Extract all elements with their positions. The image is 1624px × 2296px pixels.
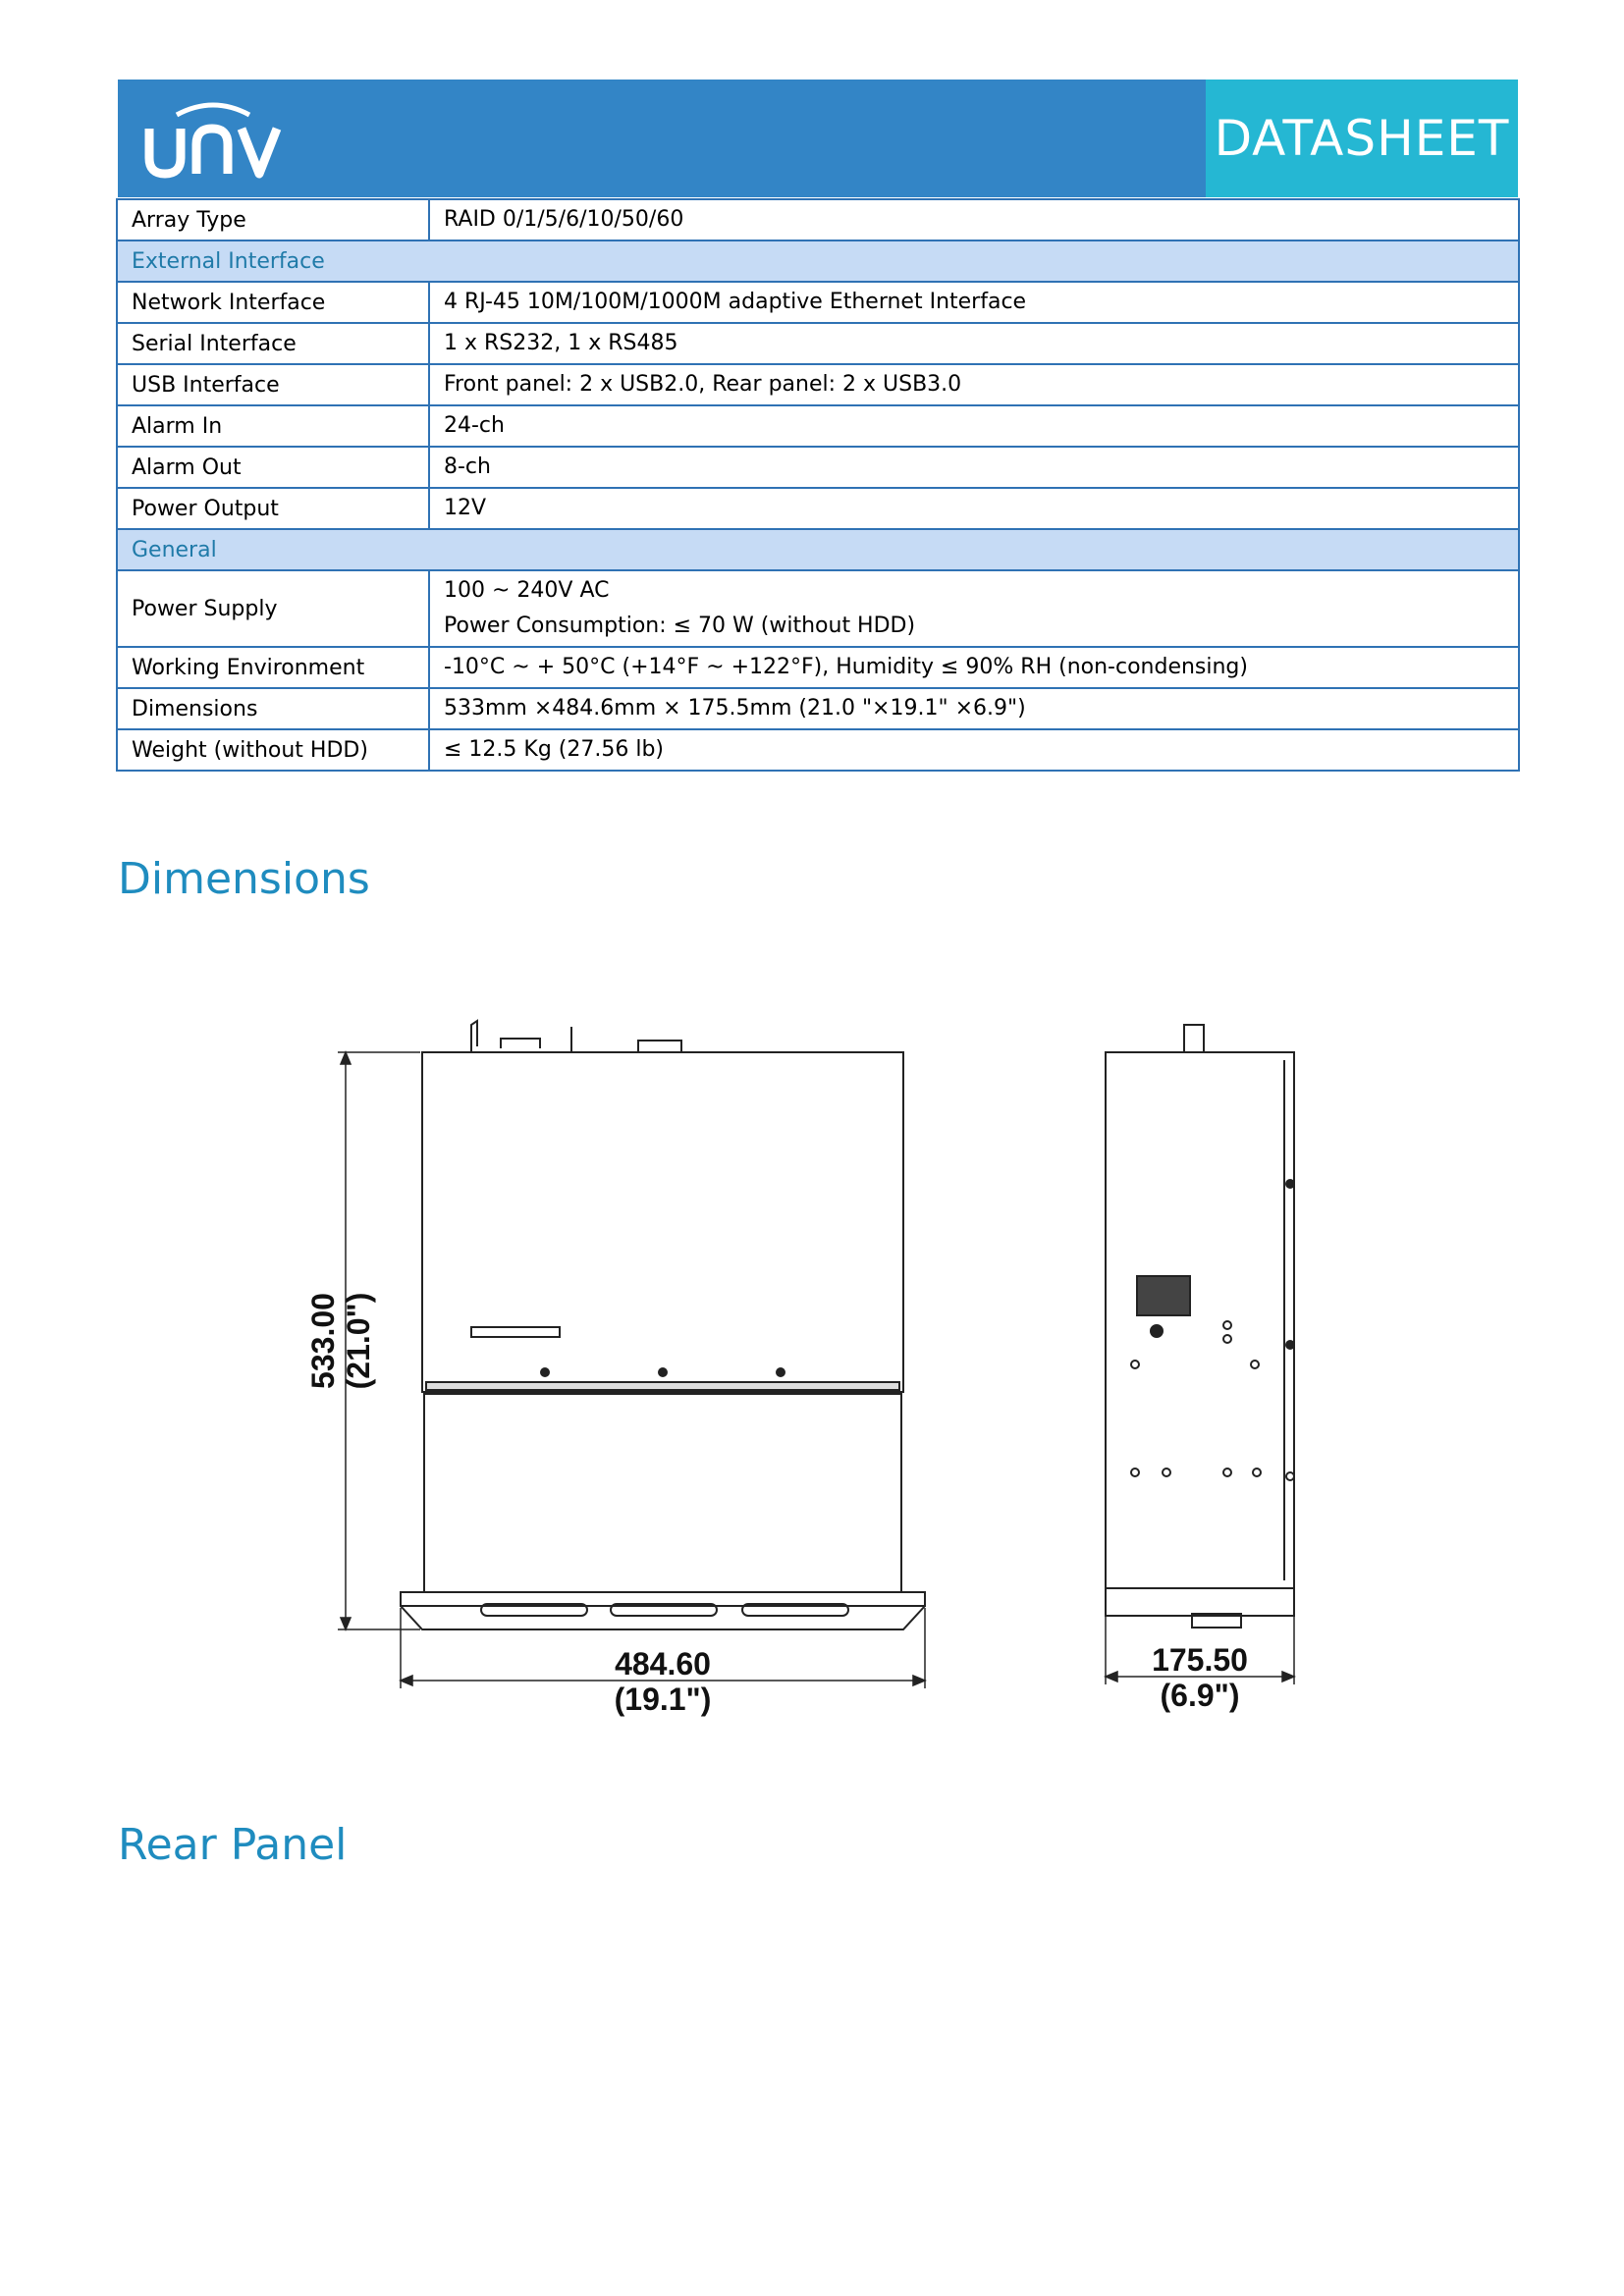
spec-row [117, 729, 1519, 771]
spec-label: Working Environment [117, 647, 429, 688]
spec-label: Array Type [117, 199, 429, 240]
spec-value-line: 100 ~ 240V AC [444, 578, 610, 603]
spec-value [429, 729, 1519, 771]
spec-row [117, 688, 1519, 729]
spec-label: Power Supply [117, 570, 429, 647]
height-mm-label: 175.50 [1152, 1642, 1248, 1678]
spec-row [117, 570, 1519, 647]
spec-table [116, 198, 1520, 772]
spec-label: Dimensions [117, 688, 429, 729]
spec-row [117, 405, 1519, 447]
spec-value [429, 323, 1519, 364]
spec-section-row [117, 240, 1519, 282]
spec-value-line: -10°C ~ + 50°C (+14°F ~ +122°F), Humidity ≤ 90% RH (non-condensing) [444, 655, 1248, 679]
spec-label: Power Output [117, 488, 429, 529]
header-brand-area [118, 80, 1206, 197]
spec-value [429, 282, 1519, 323]
spec-value-line: 12V [444, 496, 487, 520]
spec-value-line: Front panel: 2 x USB2.0, Rear panel: 2 x USB3.0 [444, 372, 962, 397]
spec-row [117, 199, 1519, 240]
spec-section-label: External Interface [117, 240, 1519, 282]
header-banner [118, 80, 1518, 197]
depth-mm-label: 533.00 [305, 1293, 341, 1389]
spec-row [117, 447, 1519, 488]
spec-section-row [117, 529, 1519, 570]
spec-label: Alarm Out [117, 447, 429, 488]
width-in-label: (19.1") [614, 1682, 712, 1717]
spec-row [117, 323, 1519, 364]
spec-value [429, 447, 1519, 488]
spec-label: Serial Interface [117, 323, 429, 364]
spec-section-label: General [117, 529, 1519, 570]
front-view-drawing [401, 1021, 925, 1629]
spec-label: Alarm In [117, 405, 429, 447]
rear-panel-title: Rear Panel [118, 1820, 348, 1870]
width-mm-label: 484.60 [615, 1646, 711, 1682]
spec-value-line: 24-ch [444, 413, 505, 438]
spec-label: USB Interface [117, 364, 429, 405]
datasheet-tag [1206, 80, 1518, 197]
spec-row [117, 488, 1519, 529]
spec-value-line: 533mm ×484.6mm × 175.5mm (21.0 "×19.1" ×6.9") [444, 696, 1026, 721]
spec-value [429, 364, 1519, 405]
spec-value-line: 8-ch [444, 454, 491, 479]
spec-value-line: 4 RJ-45 10M/100M/1000M adaptive Ethernet Interface [444, 290, 1027, 314]
depth-in-label: (21.0") [341, 1292, 376, 1390]
spec-value [429, 199, 1519, 240]
height-in-label: (6.9") [1160, 1678, 1240, 1713]
dimension-diagram [295, 1001, 1355, 1737]
spec-value [429, 405, 1519, 447]
spec-value [429, 647, 1519, 688]
spec-row [117, 282, 1519, 323]
spec-value [429, 488, 1519, 529]
side-view-drawing [1106, 1025, 1294, 1628]
spec-row [117, 647, 1519, 688]
dimensions-title: Dimensions [118, 854, 370, 904]
spec-value-line: 1 x RS232, 1 x RS485 [444, 331, 678, 355]
spec-value [429, 688, 1519, 729]
spec-value-line: RAID 0/1/5/6/10/50/60 [444, 207, 684, 232]
spec-value-line: Power Consumption: ≤ 70 W (without HDD) [444, 614, 916, 638]
spec-row [117, 364, 1519, 405]
unv-logo [139, 97, 287, 186]
spec-value-line: ≤ 12.5 Kg (27.56 lb) [444, 737, 665, 762]
datasheet-label: DATASHEET [1214, 110, 1510, 167]
spec-value [429, 570, 1519, 647]
spec-label: Weight (without HDD) [117, 729, 429, 771]
spec-label: Network Interface [117, 282, 429, 323]
